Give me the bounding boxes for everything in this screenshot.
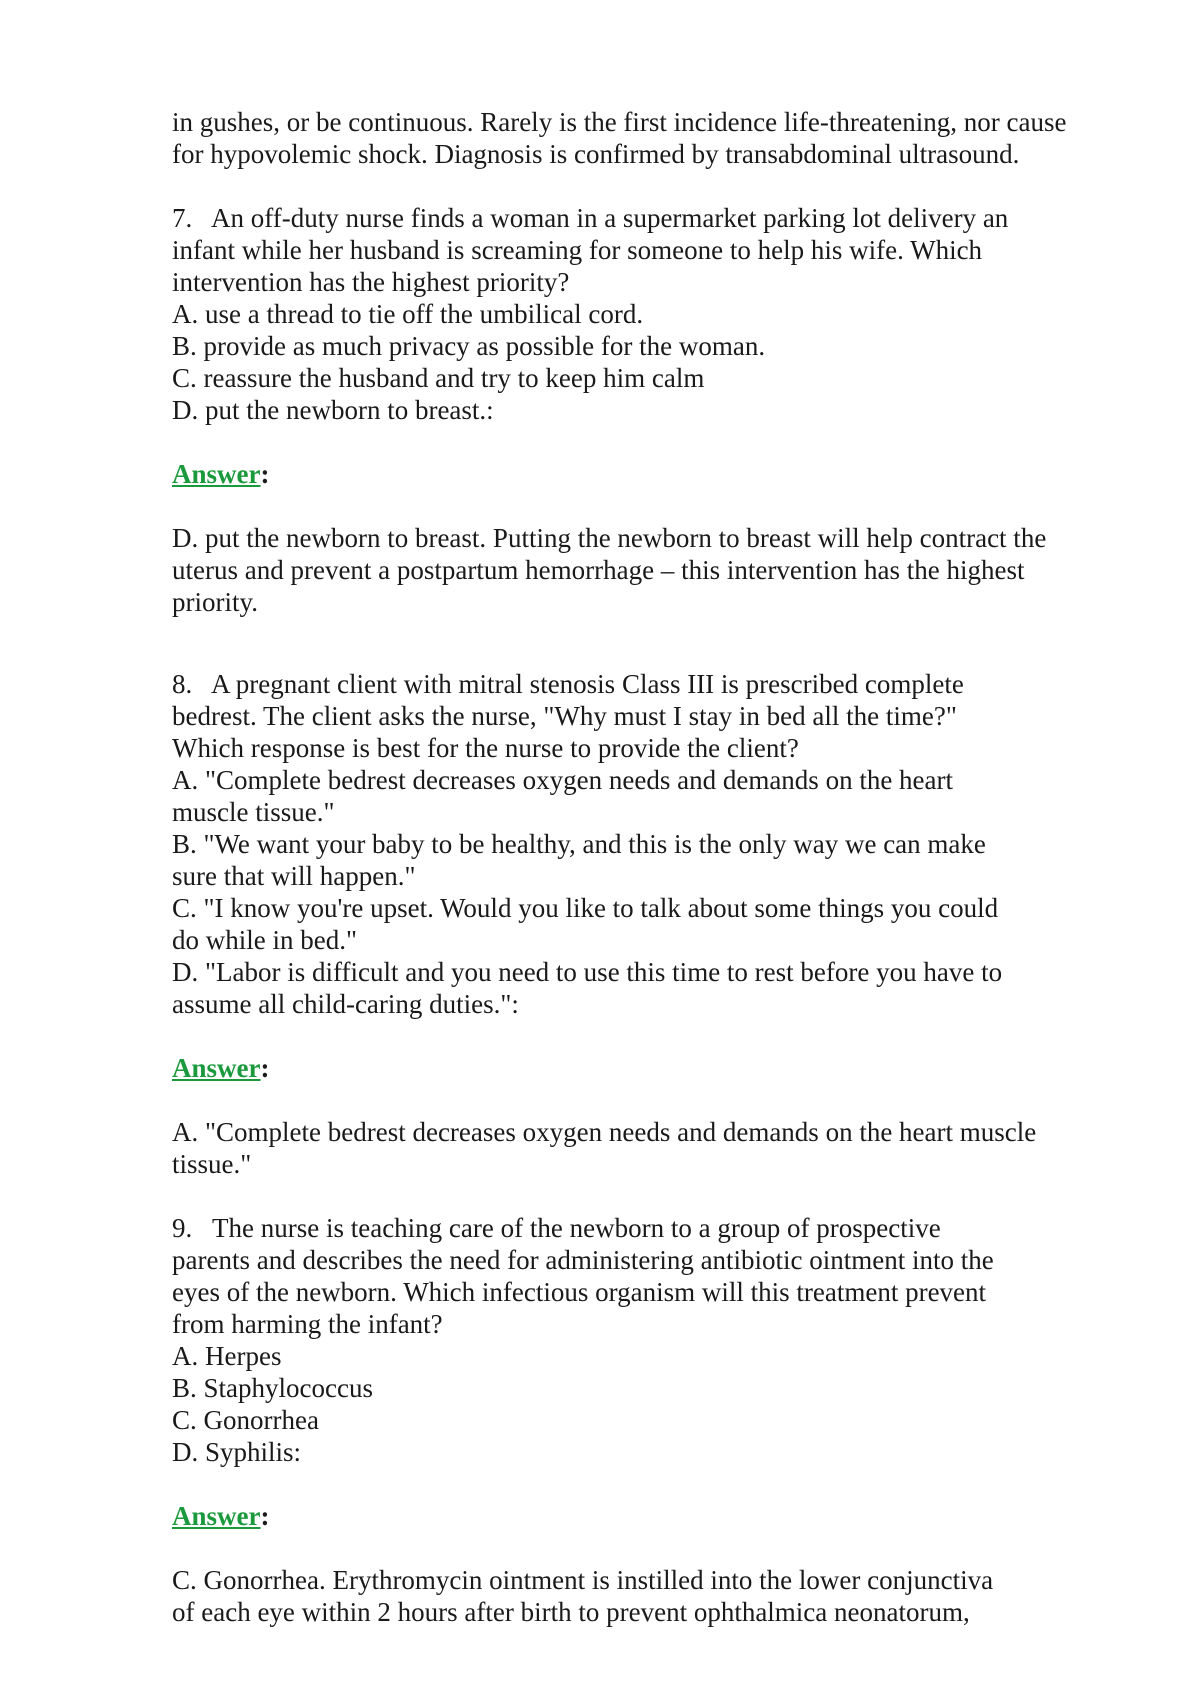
q8-option-a: A. "Complete bedrest decreases oxygen needs and demands on the heart <box>172 765 954 795</box>
q9-stem-line: eyes of the newborn. Which infectious organism will this treatment prevent <box>172 1277 987 1307</box>
q9-explanation-line: of each eye within 2 hours after birth to prevent ophthalmica neonatorum, <box>172 1597 970 1627</box>
q8-option-c-cont: do while in bed." <box>172 925 357 955</box>
q7-stem-line: 7. An off-duty nurse finds a woman in a supermarket parking lot delivery an <box>172 203 1009 233</box>
q9-option-a: A. Herpes <box>172 1341 282 1371</box>
q8-answer-heading <box>172 1052 270 1084</box>
intro-line: in gushes, or be continuous. Rarely is the first incidence life-threatening, nor cause <box>172 107 1067 137</box>
q7-option-c: C. reassure the husband and try to keep him calm <box>172 363 705 393</box>
q7-stem-line: intervention has the highest priority? <box>172 267 570 297</box>
q8-option-d: D. "Labor is difficult and you need to use this time to rest before you have to <box>172 957 1003 987</box>
q8-answer-colon: : <box>260 1053 270 1083</box>
q7-answer-heading <box>172 458 270 490</box>
q7-option-a: A. use a thread to tie off the umbilical cord. <box>172 299 644 329</box>
q8-stem-line: bedrest. The client asks the nurse, "Why must I stay in bed all the time?" <box>172 701 957 731</box>
q7-explanation-line: D. put the newborn to breast. Putting the newborn to breast will help contract the <box>172 523 1047 553</box>
q8-option-b-cont: sure that will happen." <box>172 861 416 891</box>
q7-explanation-line: priority. <box>172 587 258 617</box>
q9-option-c: C. Gonorrhea <box>172 1405 319 1435</box>
q7-answer-colon: : <box>260 459 270 489</box>
q7-option-b: B. provide as much privacy as possible for the woman. <box>172 331 766 361</box>
q9-answer-label: Answer <box>172 1501 261 1531</box>
q9-option-b: B. Staphylococcus <box>172 1373 373 1403</box>
q9-answer-heading <box>172 1500 270 1532</box>
intro-line: for hypovolemic shock. Diagnosis is confirmed by transabdominal ultrasound. <box>172 139 1020 169</box>
q8-stem-line: Which response is best for the nurse to provide the client? <box>172 733 799 763</box>
q8-option-c: C. "I know you're upset. Would you like to talk about some things you could <box>172 893 999 923</box>
q9-stem-line: 9. The nurse is teaching care of the newborn to a group of prospective <box>172 1213 941 1243</box>
q8-explanation-line: A. "Complete bedrest decreases oxygen needs and demands on the heart muscle <box>172 1117 1037 1147</box>
q8-option-d-cont: assume all child-caring duties.": <box>172 989 519 1019</box>
q9-stem-line: from harming the infant? <box>172 1309 443 1339</box>
q8-option-a-cont: muscle tissue." <box>172 797 335 827</box>
q7-option-d: D. put the newborn to breast.: <box>172 395 494 425</box>
q9-stem-line: parents and describes the need for administering antibiotic ointment into the <box>172 1245 994 1275</box>
q9-option-d: D. Syphilis: <box>172 1437 302 1467</box>
q8-stem-line: 8. A pregnant client with mitral stenosis Class III is prescribed complete <box>172 669 964 699</box>
q8-option-b: B. "We want your baby to be healthy, and this is the only way we can make <box>172 829 986 859</box>
q9-explanation-line: C. Gonorrhea. Erythromycin ointment is instilled into the lower conjunctiva <box>172 1565 994 1595</box>
q8-answer-label: Answer <box>172 1053 261 1083</box>
q8-explanation-line: tissue." <box>172 1149 252 1179</box>
q7-stem-line: infant while her husband is screaming for someone to help his wife. Which <box>172 235 983 265</box>
q9-answer-colon: : <box>260 1501 270 1531</box>
q7-answer-label: Answer <box>172 459 261 489</box>
q7-explanation-line: uterus and prevent a postpartum hemorrhage – this intervention has the highest <box>172 555 1025 585</box>
